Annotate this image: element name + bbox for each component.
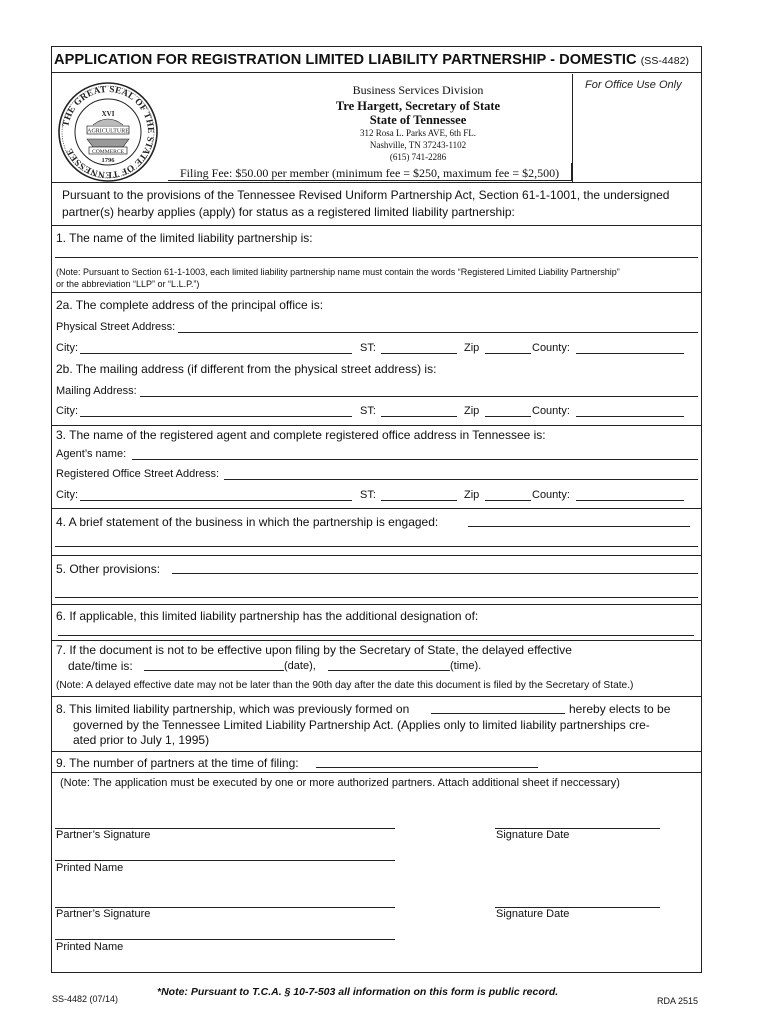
county-field[interactable] — [576, 353, 684, 354]
zip-field[interactable] — [485, 416, 531, 417]
city-field[interactable] — [80, 353, 352, 354]
section-1-label: 1. The name of the limited liability partnership is: — [56, 231, 313, 245]
county-label: County: — [532, 405, 570, 417]
physical-street-label: Physical Street Address: — [56, 321, 176, 333]
delayed-datetime-label: date/time is: — [68, 659, 133, 673]
division-name: Business Services Division — [352, 83, 484, 97]
section-2a-label: 2a. The complete address of the principal office is: — [56, 298, 324, 312]
section-9-note: (Note: The application must be executed by one or more authorized partners. Attach additional sheet if neccessary) — [60, 777, 620, 789]
office-address-1: 312 Rosa L. Parks AVE, 6th FL. — [359, 128, 477, 138]
signature-date-label: Signature Date — [496, 829, 570, 841]
zip-label: Zip — [464, 489, 480, 501]
partner-signature-label: Partner’s Signature — [56, 829, 151, 841]
city-field[interactable] — [80, 500, 352, 501]
zip-field[interactable] — [485, 500, 531, 501]
agent-name-label: Agent’s name: — [56, 448, 127, 460]
state-label: ST: — [360, 489, 376, 501]
partner-count-field[interactable] — [316, 767, 538, 768]
county-field[interactable] — [576, 500, 684, 501]
divider — [51, 640, 702, 641]
divider — [51, 292, 702, 293]
section-7-line-1: 7. If the document is not to be effective upon filing by the Secretary of State, the delayed effective — [56, 643, 572, 657]
mailing-address-label: Mailing Address: — [56, 385, 137, 397]
section-8-line-2: governed by the Tennessee Limited Liability Partnership Act. (Applies only to limited liability partnerships cre- — [73, 718, 650, 732]
section-6-label: 6. If applicable, this limited liability partnership has the additional designation of: — [56, 609, 479, 623]
section-5-label: 5. Other provisions: — [56, 562, 161, 576]
rda-number: RDA 2515 — [657, 996, 699, 1006]
registered-office-street-field[interactable] — [224, 479, 698, 480]
city-label: City: — [56, 405, 78, 417]
printed-name-label: Printed Name — [56, 862, 124, 874]
svg-text:1796: 1796 — [101, 157, 115, 164]
state-field[interactable] — [381, 353, 457, 354]
office-use-divider — [572, 74, 573, 182]
form-code: (SS-4482) — [640, 55, 690, 67]
section-3-label: 3. The name of the registered agent and complete registered office address in Tennessee is: — [56, 428, 546, 442]
section-2b-label: 2b. The mailing address (if different from the physical street address) is: — [56, 362, 437, 376]
signature-date-label: Signature Date — [496, 908, 570, 920]
agent-name-field[interactable] — [132, 459, 698, 460]
business-statement-field-2[interactable] — [55, 546, 698, 547]
mailing-address-field[interactable] — [140, 396, 698, 397]
office-use-label: For Office Use Only — [585, 79, 682, 91]
time-label: (time). — [450, 660, 482, 672]
divider — [51, 751, 702, 752]
form-title: APPLICATION FOR REGISTRATION LIMITED LIABILITY PARTNERSHIP - DOMESTIC (SS-4482) — [54, 52, 690, 68]
intro-line-2: partner(s) hearby applies (apply) for status as a registered limited liability partnership: — [62, 205, 515, 219]
divider — [51, 604, 702, 605]
zip-label: Zip — [464, 342, 480, 354]
divider — [51, 225, 702, 226]
zip-label: Zip — [464, 405, 480, 417]
delayed-time-field[interactable] — [328, 670, 450, 671]
divider — [51, 772, 702, 773]
state-field[interactable] — [381, 500, 457, 501]
other-provisions-field[interactable] — [172, 573, 698, 574]
county-field[interactable] — [576, 416, 684, 417]
city-label: City: — [56, 489, 78, 501]
formation-date-field[interactable] — [431, 713, 565, 714]
zip-field[interactable] — [485, 353, 531, 354]
state-label: ST: — [360, 405, 376, 417]
printed-name-field-2[interactable] — [55, 939, 395, 940]
section-9-label: 9. The number of partners at the time of filing: — [56, 756, 299, 770]
svg-text:XVI: XVI — [101, 110, 115, 118]
divider — [51, 72, 702, 73]
section-4-label: 4. A brief statement of the business in which the partnership is engaged: — [56, 515, 439, 529]
business-statement-field[interactable] — [468, 526, 690, 527]
svg-text:AGRICULTURE: AGRICULTURE — [87, 128, 129, 135]
secretary-name: Tre Hargett, Secretary of State — [335, 99, 501, 113]
other-provisions-field-2[interactable] — [55, 597, 698, 598]
svg-text:COMMERCE: COMMERCE — [91, 148, 125, 155]
divider — [51, 555, 702, 556]
intro-line-1: Pursuant to the provisions of the Tennessee Revised Uniform Partnership Act, Section 61-1-1001, the undersigned — [62, 188, 670, 202]
additional-designation-field[interactable] — [58, 635, 694, 636]
divider — [51, 182, 702, 183]
tennessee-seal-icon — [57, 81, 159, 183]
city-label: City: — [56, 342, 78, 354]
county-label: County: — [532, 489, 570, 501]
printed-name-label: Printed Name — [56, 941, 124, 953]
office-address-2: Nashville, TN 37243-1102 — [369, 140, 467, 150]
section-8-line-3: ated prior to July 1, 1995) — [73, 733, 210, 747]
printed-name-field[interactable] — [55, 860, 395, 861]
section-8-line-1: 8. This limited liability partnership, which was previously formed on — [56, 702, 410, 716]
divider — [51, 696, 702, 697]
section-1-note-line-1: (Note: Pursuant to Section 61-1-1003, each limited liability partnership name must contain the words “Registered Limited Liability Partnership” — [56, 267, 620, 277]
section-7-note: (Note: A delayed effective date may not be later than the 90th day after the date this document is filed by the Secretary of State.) — [56, 680, 634, 691]
city-field[interactable] — [80, 416, 352, 417]
filing-fee: Filing Fee: $50.00 per member (minimum fee = $250, maximum fee = $2,500) — [180, 166, 560, 180]
state-label: ST: — [360, 342, 376, 354]
divider — [51, 508, 702, 509]
section-8-elects: hereby elects to be — [569, 702, 671, 716]
svg-text:THE GREAT SEAL OF THE STATE OF: THE GREAT SEAL OF THE STATE OF TENNESSEE — [60, 83, 157, 181]
divider — [51, 425, 702, 426]
section-1-note-line-2: or the abbreviation “LLP” or “L.L.P.”) — [56, 279, 200, 289]
state-field[interactable] — [381, 416, 457, 417]
form-number: SS-4482 (07/14) — [52, 994, 119, 1004]
registered-office-street-label: Registered Office Street Address: — [56, 468, 220, 480]
physical-street-field[interactable] — [178, 332, 698, 333]
public-record-note: *Note: Pursuant to T.C.A. § 10-7-503 all information on this form is public record. — [157, 986, 559, 998]
date-label: (date), — [284, 660, 316, 672]
state-name: State of Tennessee — [369, 113, 467, 127]
partner-signature-label: Partner’s Signature — [56, 908, 151, 920]
county-label: County: — [532, 342, 570, 354]
office-phone: (615) 741-2286 — [389, 152, 447, 162]
delayed-date-field[interactable] — [144, 670, 284, 671]
partnership-name-field[interactable] — [55, 257, 698, 258]
